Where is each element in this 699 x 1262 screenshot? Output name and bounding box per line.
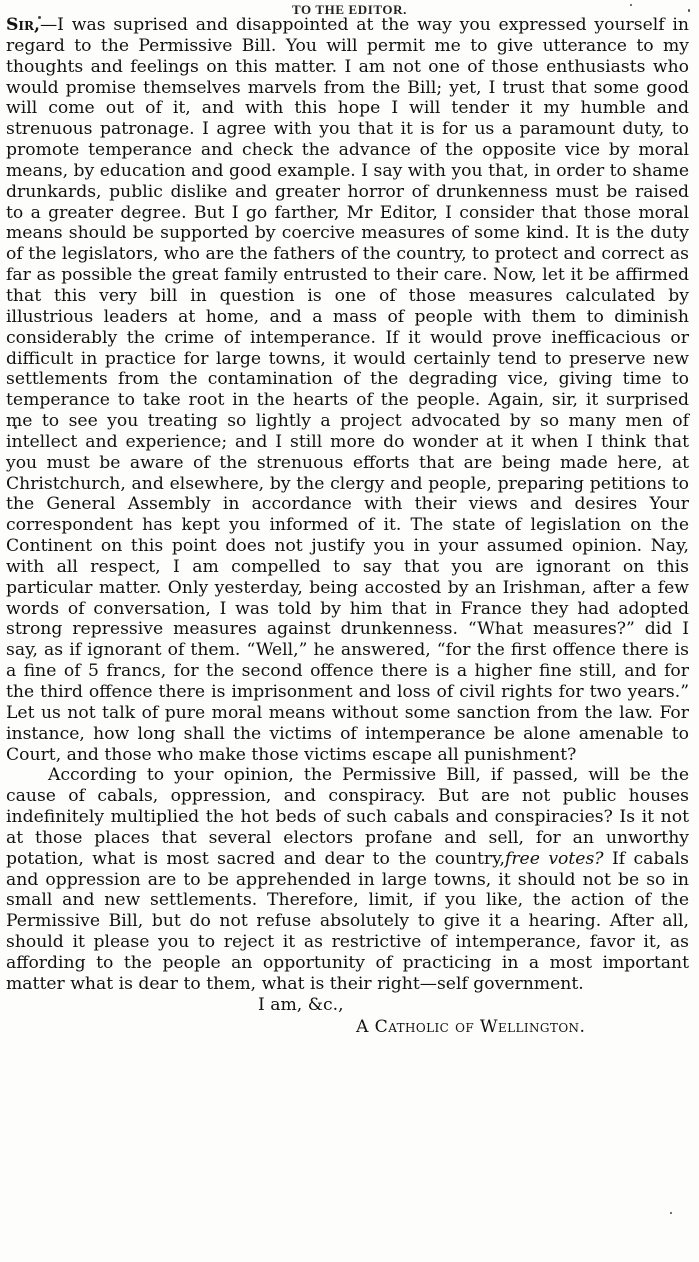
letter-paragraph-2-text-end: If cabals and oppression are to be apprehended in large towns, it should not be so in small and new settlements. Therefore, limit, if you like, the action of the Permissive Bill, but do not refuse absolutely to give it a hearing. After all, should it please you to reject it as restrictive of intemperance, favor it, as affording to the people an opportunity of practicing in a most important matter what is dear to them, what is their right—self government. <box>6 848 689 994</box>
letter-paragraph-2 <box>6 765 689 994</box>
print-speck <box>630 4 632 6</box>
letter-signature: A Catholic of Wellington. <box>356 1016 586 1037</box>
letter-salutation: Sir, <box>6 15 40 35</box>
letter-paragraph-1-text: —I was suprised and disappointed at the way you expressed yourself in regard to the Permissive Bill. You will permit me to give utterance to my thoughts and feelings on this matter. I am not one of those enthusiasts who would promise themselves marvels from the Bill; yet, I trust that some good will come out of it, and with this hope I will tender it my humble and strenuous patronage. I agree with you that it is for us a paramount duty, to promote temperance and check the advance of the opposite vice by moral means, by education and good example. I say with you that, in order to shame drunkards, public dislike and greater horror of drunkenness must be raised to a greater degree. But I go farther, Mr Editor, I consider that those moral means should be supported by coercive measures of some kind. It is the duty of the legislators, who are the fathers of the country, to protect and correct as far as possible the great family entrusted to their care. Now, let it be affirmed that this very bill in question is one of those measures calculated by illustrious leaders at home, and a mass of people with them to diminish considerably the crime of intemperance. If it would prove inefficacious or difficult in practice for large towns, it would certainly tend to preserve new settlements from the contamination of the degrading vice, giving time to temperance to take root in the hearts of the people. Again, sir, it surprised me to see you treating so lightly a project advocated by so many men of intellect and experience; and I still more do wonder at it when I think that you must be aware of the strenuous efforts that are being made here, at Christchurch, and elsewhere, by the clergy and people, preparing petitions to the General Assembly in accordance with their views and desires Your correspondent has kept you informed of it. The state of legislation on the Continent on this point does not justify you in your assumed opinion. Nay, with all respect, I am compelled to say that you are ignorant on this particular matter. Only yesterday, being accosted by an Irishman, after a few words of conversation, I was told by him that in France they had adopted strong repressive measures against drunkenness. “What measures?” did I say, as if ignorant of them. “Well,” he answered, “for the first offence there is a fine of 5 francs, for the second offence there is a higher fine still, and for the third offence there is imprisonment and loss of civil rights for two years.” Let us not talk of pure moral means without some sanction from the law. For instance, how long shall the victims of intemperance be alone amenable to Court, and those who make those victims escape all punishment? <box>6 15 689 765</box>
letter-paragraph-1 <box>6 15 689 765</box>
italic-phrase: free votes? <box>504 848 604 869</box>
letter-paragraph-2-text-start: According to your opinion, the Permissive Bill, if passed, will be the cause of cabals, oppression, and conspiracy. But are not public houses indefinitely multiplied the hot beds of such cabals and conspiracies? Is it not at those places that several electors profane and sell, for an unworthy potation, what is most sacred and dear to the country, <box>6 765 689 869</box>
letter-signoff: I am, &c., <box>258 994 344 1015</box>
article-heading: TO THE EDITOR. <box>292 2 407 17</box>
letter-body <box>6 15 689 1038</box>
print-speck <box>670 1212 672 1214</box>
print-speck <box>688 9 690 12</box>
